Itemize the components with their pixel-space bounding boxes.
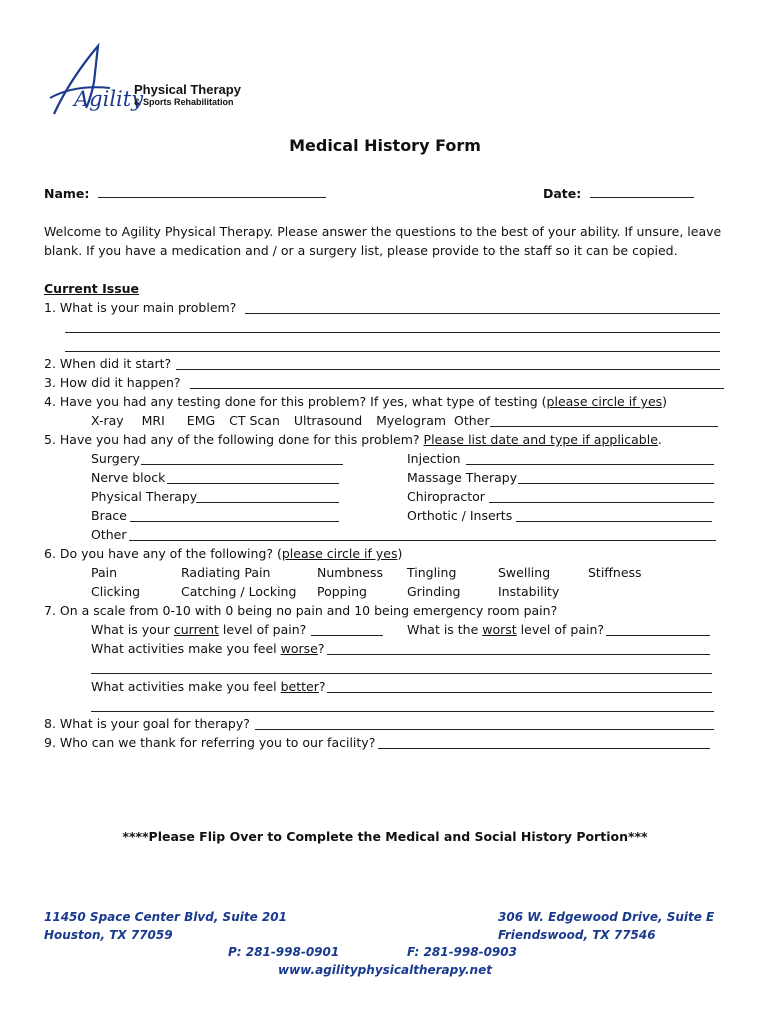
treatment-surgery-line[interactable] (141, 464, 343, 465)
q7-worse-line-2[interactable] (91, 673, 712, 674)
intro-line-1: Welcome to Agility Physical Therapy. Please answer the questions to the best of your ability. If unsure, leave (44, 224, 722, 239)
symptom-tingling[interactable]: Tingling (407, 565, 457, 580)
q8-answer-line[interactable] (255, 729, 714, 730)
footer-address-2-line-1: 306 W. Edgewood Drive, Suite E (498, 910, 715, 924)
treatment-surgery-label: Surgery (91, 451, 140, 466)
treatment-nerve-block-line[interactable] (167, 483, 339, 484)
logo (40, 42, 280, 122)
treatment-massage-label: Massage Therapy (407, 470, 518, 485)
treatment-brace-label: Brace (91, 508, 127, 523)
testing-other-line[interactable] (490, 426, 718, 427)
q3-answer-line[interactable] (190, 388, 724, 389)
name-field[interactable] (44, 186, 326, 201)
treatment-physical-therapy-label: Physical Therapy (91, 489, 198, 504)
treatment-other-label: Other (91, 527, 127, 542)
question-3: 3. How did it happen? (44, 375, 181, 390)
q9-answer-line[interactable] (378, 748, 710, 749)
testing-options (91, 413, 490, 428)
intro-line-2: blank. If you have a medication and / or a surgery list, please provide to the staff so it can be copied. (44, 243, 678, 258)
q7-activities-better: What activities make you feel better? (91, 679, 326, 694)
logo-brand-text: Agility (74, 87, 144, 111)
q7-better-line-1[interactable] (327, 692, 712, 693)
question-5: 5. Have you had any of the following done for this problem? Please list date and type if applicable. (44, 432, 662, 447)
testing-option-xray[interactable]: X-ray (91, 413, 124, 428)
q7-worse-line-1[interactable] (327, 654, 710, 655)
treatment-chiropractor-label: Chiropractor (407, 489, 485, 504)
q7-worst-pain-line[interactable] (606, 635, 710, 636)
question-2: 2. When did it start? (44, 356, 172, 371)
symptom-pain[interactable]: Pain (91, 565, 118, 580)
footer-website[interactable]: www.agilityphysicaltherapy.net (278, 963, 492, 977)
testing-option-mri[interactable]: MRI (141, 413, 165, 428)
flip-over-notice: ****Please Flip Over to Complete the Medical and Social History Portion*** (122, 829, 648, 844)
q1-answer-line-2[interactable] (65, 332, 720, 333)
q2-answer-line[interactable] (176, 369, 720, 370)
date-field[interactable] (543, 186, 694, 201)
footer-address-1-line-1: 11450 Space Center Blvd, Suite 201 (44, 910, 287, 924)
name-label: Name: (44, 186, 90, 201)
treatment-orthotic-label: Orthotic / Inserts (407, 508, 513, 523)
section-heading-current-issue: Current Issue (44, 281, 140, 296)
testing-option-emg[interactable]: EMG (186, 413, 216, 428)
q7-current-pain-line[interactable] (311, 635, 383, 636)
treatment-nerve-block-label: Nerve block (91, 470, 166, 485)
question-4: 4. Have you had any testing done for this problem? If yes, what type of testing (please circle if yes) (44, 394, 668, 409)
symptom-numbness[interactable]: Numbness (317, 565, 384, 580)
symptom-popping[interactable]: Popping (317, 584, 367, 599)
testing-option-other[interactable]: Other (454, 413, 490, 428)
q7-current-pain: What is your current level of pain? (91, 622, 307, 637)
footer-address-1-line-2: Houston, TX 77059 (44, 928, 173, 942)
symptom-grinding[interactable]: Grinding (407, 584, 461, 599)
symptom-instability[interactable]: Instability (498, 584, 560, 599)
footer-phone: P: 281-998-0901 (228, 945, 340, 959)
footer-fax: F: 281-998-0903 (407, 945, 517, 959)
q7-activities-worse: What activities make you feel worse? (91, 641, 325, 656)
treatment-injection-label: Injection (407, 451, 461, 466)
footer-address-2-line-2: Friendswood, TX 77546 (498, 928, 656, 942)
symptom-catching-locking[interactable]: Catching / Locking (181, 584, 297, 599)
symptom-swelling[interactable]: Swelling (498, 565, 551, 580)
q7-worst-pain: What is the worst level of pain? (407, 622, 605, 637)
q1-answer-line-3[interactable] (65, 351, 720, 352)
symptom-radiating-pain[interactable]: Radiating Pain (181, 565, 271, 580)
question-8: 8. What is your goal for therapy? (44, 716, 250, 731)
q7-better-line-2[interactable] (91, 711, 714, 712)
logo-line2: & Sports Rehabilitation (134, 97, 234, 107)
testing-option-ctscan[interactable]: CT Scan (229, 413, 280, 428)
question-7: 7. On a scale from 0-10 with 0 being no pain and 10 being emergency room pain? (44, 603, 558, 618)
logo-line1: Physical Therapy (134, 82, 241, 97)
date-label: Date: (543, 186, 582, 201)
question-6: 6. Do you have any of the following? (please circle if yes) (44, 546, 403, 561)
treatment-injection-line[interactable] (466, 464, 714, 465)
testing-option-myelogram[interactable]: Myelogram (376, 413, 447, 428)
treatment-chiropractor-line[interactable] (489, 502, 714, 503)
q1-answer-line-1[interactable] (245, 313, 720, 314)
question-9: 9. Who can we thank for referring you to our facility? (44, 735, 376, 750)
treatment-other-line[interactable] (129, 540, 716, 541)
treatment-orthotic-line[interactable] (516, 521, 712, 522)
treatment-physical-therapy-line[interactable] (196, 502, 339, 503)
testing-option-ultrasound[interactable]: Ultrasound (293, 413, 363, 428)
treatment-massage-line[interactable] (518, 483, 714, 484)
symptom-stiffness[interactable]: Stiffness (588, 565, 642, 580)
question-1: 1. What is your main problem? (44, 300, 237, 315)
symptom-clicking[interactable]: Clicking (91, 584, 141, 599)
treatment-brace-line[interactable] (130, 521, 339, 522)
page-title: Medical History Form (289, 136, 481, 155)
